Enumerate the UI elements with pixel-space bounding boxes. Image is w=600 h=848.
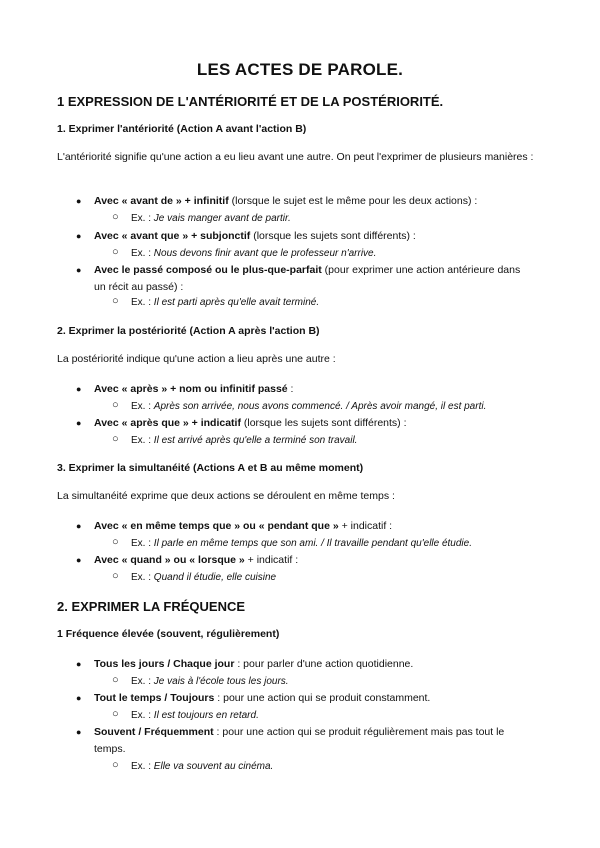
example-item: ○ Ex. : Nous devons finir avant que le professeur n'arrive. <box>131 245 541 262</box>
section-1-heading: 1 EXPRESSION DE L'ANTÉRIORITÉ ET DE LA POSTÉRIORITÉ. <box>57 94 444 109</box>
example-item: ○ Ex. : Elle va souvent au cinéma. <box>131 758 541 775</box>
list-item: ● Avec « avant de » + infinitif (lorsque le sujet est le même pour les deux actions) : <box>94 193 534 210</box>
simultaneite-intro: La simultanéité exprime que deux actions se déroulent en même temps : <box>57 490 395 502</box>
example-item: ○ Ex. : Je vais manger avant de partir. <box>131 210 541 227</box>
subsection-simultaneite-heading: 3. Exprimer la simultanéité (Actions A et B au même moment) <box>57 462 364 474</box>
list-item: ● Tout le temps / Toujours : pour une action qui se produit constamment. <box>94 690 534 707</box>
example-item: ○ Ex. : Il est parti après qu'elle avait terminé. <box>131 294 541 311</box>
subsection-anteriorite-heading: 1. Exprimer l'antériorité (Action A avant l'action B) <box>57 123 307 135</box>
posteriorite-intro: La postériorité indique qu'une action a lieu après une autre : <box>57 353 336 365</box>
list-item: ● Avec « quand » ou « lorsque » + indicatif : <box>94 552 534 569</box>
page-title: LES ACTES DE PAROLE. <box>196 60 404 79</box>
example-item: ○ Ex. : Il est toujours en retard. <box>131 707 541 724</box>
section-2-heading: 2. EXPRIMER LA FRÉQUENCE <box>57 599 246 614</box>
anteriorite-intro: L'antériorité signifie qu'une action a eu lieu avant une autre. On peut l'exprimer de plusieurs manières : <box>57 151 534 163</box>
subsection-posteriorite-heading: 2. Exprimer la postériorité (Action A après l'action B) <box>57 325 320 337</box>
example-item: ○ Ex. : Il est arrivé après qu'elle a terminé son travail. <box>131 432 541 449</box>
list-item: ● Avec « en même temps que » ou « pendant que » + indicatif : <box>94 518 534 535</box>
list-item: ● Avec « avant que » + subjonctif (lorsque les sujets sont différents) : <box>94 228 534 245</box>
example-item: ○ Ex. : Après son arrivée, nous avons commencé. / Après avoir mangé, il est parti. <box>131 398 541 415</box>
list-item: ● Avec le passé composé ou le plus-que-parfait (pour exprimer une action antérieure dans un récit au passé) : <box>94 262 534 296</box>
example-item: ○ Ex. : Je vais à l'école tous les jours. <box>131 673 541 690</box>
subsection-frequence-heading: 1 Fréquence élevée (souvent, régulièrement) <box>57 628 280 640</box>
example-item: ○ Ex. : Quand il étudie, elle cuisine <box>131 569 541 586</box>
list-item: ● Avec « après que » + indicatif (lorsque les sujets sont différents) : <box>94 415 534 432</box>
list-item: ● Souvent / Fréquemment : pour une action qui se produit régulièrement mais pas tout le temps. <box>94 724 534 758</box>
example-item: ○ Ex. : Il parle en même temps que son ami. / Il travaille pendant qu'elle étudie. <box>131 535 541 552</box>
list-item: ● Avec « après » + nom ou infinitif passé : <box>94 381 534 398</box>
list-item: ● Tous les jours / Chaque jour : pour parler d'une action quotidienne. <box>94 656 534 673</box>
